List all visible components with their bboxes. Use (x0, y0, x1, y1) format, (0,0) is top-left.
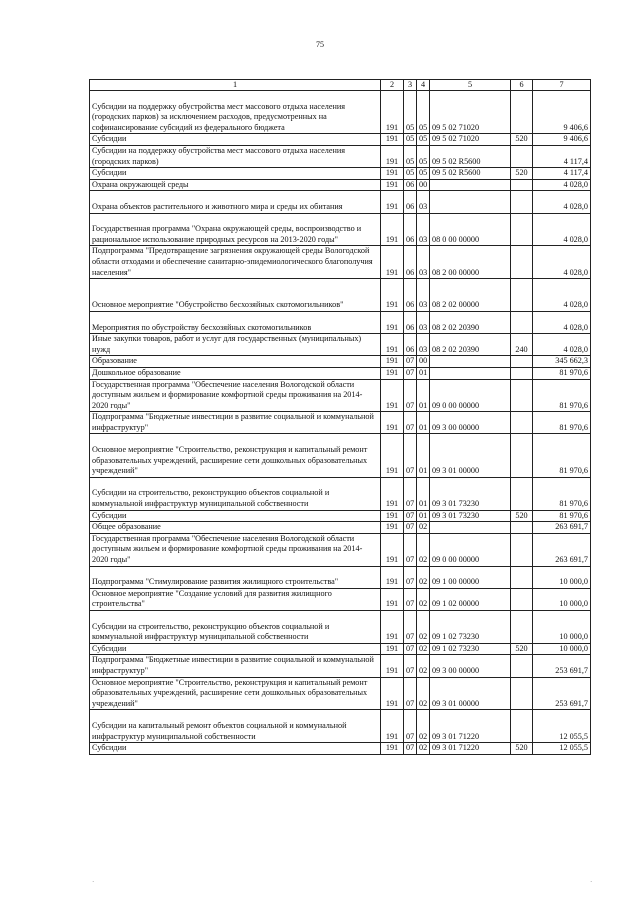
row-code-3-cell: 06 (404, 334, 417, 356)
table-row (90, 743, 591, 755)
row-target-code-cell: 08 2 00 00000 (430, 246, 511, 279)
row-code-2-cell: 191 (381, 710, 404, 743)
row-name-cell: Подпрограмма "Предотвращение загрязнения окружающей среды Вологодской области отходами и обеспечение санитарно-эпидемиологического благополучия населения" (90, 246, 381, 279)
row-code-2-cell: 191 (381, 434, 404, 477)
row-code-3-cell: 07 (404, 643, 417, 655)
row-code-2-cell: 191 (381, 522, 404, 534)
row-amount-cell: 10 000,0 (533, 643, 591, 655)
table-row (90, 168, 591, 180)
row-code-4-cell: 01 (417, 434, 430, 477)
row-code-3-cell: 06 (404, 246, 417, 279)
row-amount-cell: 81 970,6 (533, 412, 591, 434)
row-amount-cell: 4 028,0 (533, 311, 591, 333)
table-row (90, 510, 591, 522)
row-name-cell: Субсидии на строительство, реконструкцию объектов социальной и коммунальной инфраструктур муниципальной собственности (90, 611, 381, 644)
header-col-7: 7 (533, 80, 591, 91)
scan-mark-left: · (92, 878, 95, 886)
row-expense-type-cell (511, 677, 533, 710)
row-code-3-cell: 07 (404, 477, 417, 510)
row-target-code-cell: 09 0 00 00000 (430, 533, 511, 566)
row-expense-type-cell (511, 213, 533, 246)
row-target-code-cell: 09 3 01 00000 (430, 677, 511, 710)
row-name-cell: Государственная программа "Обеспечение населения Вологодской области доступным жильем и формирование комфортной среды проживания на 2014-2020 годы" (90, 533, 381, 566)
row-code-2-cell: 191 (381, 643, 404, 655)
row-name-cell: Основное мероприятие "Создание условий для развития жилищного строительства" (90, 588, 381, 610)
row-amount-cell: 345 662,3 (533, 356, 591, 368)
row-code-2-cell: 191 (381, 367, 404, 379)
row-amount-cell: 81 970,6 (533, 367, 591, 379)
row-code-4-cell: 03 (417, 246, 430, 279)
row-code-2-cell: 191 (381, 279, 404, 312)
row-amount-cell: 9 406,6 (533, 91, 591, 134)
row-code-4-cell: 00 (417, 179, 430, 191)
table-row (90, 710, 591, 743)
row-amount-cell: 81 970,6 (533, 510, 591, 522)
row-expense-type-cell (511, 179, 533, 191)
row-code-2-cell: 191 (381, 134, 404, 146)
row-code-3-cell: 07 (404, 677, 417, 710)
row-amount-cell: 4 028,0 (533, 191, 591, 213)
row-code-4-cell: 03 (417, 279, 430, 312)
row-expense-type-cell (511, 434, 533, 477)
row-code-3-cell: 07 (404, 379, 417, 412)
row-amount-cell: 253 691,7 (533, 677, 591, 710)
row-code-3-cell: 07 (404, 710, 417, 743)
row-amount-cell: 10 000,0 (533, 566, 591, 588)
table-row (90, 588, 591, 610)
row-code-2-cell: 191 (381, 379, 404, 412)
row-target-code-cell: 09 3 01 73230 (430, 510, 511, 522)
row-amount-cell: 263 691,7 (533, 533, 591, 566)
row-expense-type-cell (511, 412, 533, 434)
row-code-2-cell: 191 (381, 179, 404, 191)
row-code-4-cell: 01 (417, 510, 430, 522)
row-code-3-cell: 07 (404, 566, 417, 588)
row-amount-cell: 253 691,7 (533, 655, 591, 677)
row-amount-cell: 9 406,6 (533, 134, 591, 146)
row-code-3-cell: 05 (404, 91, 417, 134)
row-amount-cell: 4 028,0 (533, 279, 591, 312)
table-row (90, 533, 591, 566)
row-code-4-cell: 03 (417, 213, 430, 246)
row-code-4-cell: 05 (417, 91, 430, 134)
row-code-4-cell: 00 (417, 356, 430, 368)
row-name-cell: Основное мероприятие "Строительство, реконструкция и капитальный ремонт образовательных учреждений, расширение сети дошкольных образовательных учреждений" (90, 677, 381, 710)
table-row (90, 334, 591, 356)
table-row (90, 279, 591, 312)
row-name-cell: Субсидии на поддержку обустройства мест массового отдыха населения (городских парков) (90, 145, 381, 167)
row-expense-type-cell (511, 191, 533, 213)
row-code-4-cell: 01 (417, 379, 430, 412)
row-code-3-cell: 06 (404, 213, 417, 246)
table-row (90, 91, 591, 134)
table-row (90, 367, 591, 379)
row-amount-cell: 4 117,4 (533, 168, 591, 180)
row-target-code-cell: 09 3 01 71220 (430, 743, 511, 755)
row-code-4-cell: 02 (417, 743, 430, 755)
row-name-cell: Общее образование (90, 522, 381, 534)
table-row (90, 566, 591, 588)
table-body (90, 91, 591, 755)
row-code-2-cell: 191 (381, 510, 404, 522)
budget-table (89, 79, 591, 755)
row-code-2-cell: 191 (381, 91, 404, 134)
row-amount-cell: 4 117,4 (533, 145, 591, 167)
header-col-1: 1 (90, 80, 381, 91)
row-code-3-cell: 07 (404, 510, 417, 522)
row-code-3-cell: 06 (404, 191, 417, 213)
row-amount-cell: 81 970,6 (533, 434, 591, 477)
row-expense-type-cell: 520 (511, 168, 533, 180)
row-expense-type-cell (511, 367, 533, 379)
row-expense-type-cell (511, 710, 533, 743)
page-number: 75 (316, 40, 324, 49)
row-code-4-cell: 02 (417, 643, 430, 655)
row-code-3-cell: 07 (404, 743, 417, 755)
row-code-4-cell: 02 (417, 710, 430, 743)
row-name-cell: Субсидии (90, 168, 381, 180)
row-code-2-cell: 191 (381, 191, 404, 213)
row-code-3-cell: 07 (404, 611, 417, 644)
row-expense-type-cell (511, 533, 533, 566)
row-target-code-cell: 09 5 02 R5600 (430, 168, 511, 180)
row-code-4-cell: 01 (417, 477, 430, 510)
row-expense-type-cell (511, 91, 533, 134)
row-code-2-cell: 191 (381, 655, 404, 677)
row-name-cell: Субсидии на строительство, реконструкцию объектов социальной и коммунальной инфраструктур муниципальной собственности (90, 477, 381, 510)
row-code-3-cell: 07 (404, 367, 417, 379)
row-target-code-cell: 09 5 02 71020 (430, 91, 511, 134)
table-row (90, 379, 591, 412)
row-code-3-cell: 07 (404, 533, 417, 566)
row-name-cell: Мероприятия по обустройству бесхозяйных скотомогильников (90, 311, 381, 333)
table-header-row (90, 80, 591, 91)
row-amount-cell: 4 028,0 (533, 334, 591, 356)
row-code-2-cell: 191 (381, 677, 404, 710)
row-expense-type-cell (511, 145, 533, 167)
row-expense-type-cell (511, 522, 533, 534)
row-name-cell: Субсидии на поддержку обустройства мест массового отдыха населения (городских парков) за исключением расходов, предусмотренных на софинансирование субсидий из федерального бюджета (90, 91, 381, 134)
row-code-2-cell: 191 (381, 412, 404, 434)
row-amount-cell: 81 970,6 (533, 477, 591, 510)
row-amount-cell: 81 970,6 (533, 379, 591, 412)
row-code-2-cell: 191 (381, 311, 404, 333)
header-col-3: 3 (404, 80, 417, 91)
row-amount-cell: 4 028,0 (533, 246, 591, 279)
row-code-4-cell: 03 (417, 311, 430, 333)
table-row (90, 477, 591, 510)
table-row (90, 611, 591, 644)
row-name-cell: Подпрограмма "Стимулирование развития жилищного строительства" (90, 566, 381, 588)
row-amount-cell: 10 000,0 (533, 611, 591, 644)
row-code-2-cell: 191 (381, 588, 404, 610)
row-amount-cell: 10 000,0 (533, 588, 591, 610)
row-expense-type-cell: 240 (511, 334, 533, 356)
row-amount-cell: 12 055,5 (533, 710, 591, 743)
row-expense-type-cell (511, 477, 533, 510)
row-target-code-cell (430, 191, 511, 213)
header-col-4: 4 (417, 80, 430, 91)
row-target-code-cell (430, 179, 511, 191)
row-code-3-cell: 06 (404, 279, 417, 312)
row-name-cell: Субсидии (90, 643, 381, 655)
row-code-2-cell: 191 (381, 566, 404, 588)
row-code-3-cell: 07 (404, 522, 417, 534)
row-expense-type-cell (511, 655, 533, 677)
row-code-2-cell: 191 (381, 356, 404, 368)
table-row (90, 522, 591, 534)
row-target-code-cell: 08 2 02 00000 (430, 279, 511, 312)
row-code-4-cell: 02 (417, 533, 430, 566)
row-expense-type-cell: 520 (511, 510, 533, 522)
row-amount-cell: 12 055,5 (533, 743, 591, 755)
row-name-cell: Государственная программа "Обеспечение населения Вологодской области доступным жильем и формирование комфортной среды проживания на 2014-2020 годы" (90, 379, 381, 412)
row-name-cell: Субсидии (90, 134, 381, 146)
row-target-code-cell: 09 5 02 R5600 (430, 145, 511, 167)
row-code-2-cell: 191 (381, 246, 404, 279)
row-code-2-cell: 191 (381, 477, 404, 510)
row-code-2-cell: 191 (381, 533, 404, 566)
row-target-code-cell: 09 3 00 00000 (430, 655, 511, 677)
row-target-code-cell: 08 0 00 00000 (430, 213, 511, 246)
row-target-code-cell: 09 0 00 00000 (430, 379, 511, 412)
row-expense-type-cell (511, 566, 533, 588)
row-expense-type-cell (511, 279, 533, 312)
header-col-6: 6 (511, 80, 533, 91)
row-code-4-cell: 02 (417, 566, 430, 588)
row-code-2-cell: 191 (381, 611, 404, 644)
row-code-2-cell: 191 (381, 743, 404, 755)
row-code-4-cell: 02 (417, 677, 430, 710)
row-target-code-cell: 09 5 02 71020 (430, 134, 511, 146)
row-code-3-cell: 07 (404, 434, 417, 477)
table-row (90, 134, 591, 146)
row-code-2-cell: 191 (381, 145, 404, 167)
row-name-cell: Государственная программа "Охрана окружающей среды, воспроизводство и рациональное использование природных ресурсов на 2013-2020 годы" (90, 213, 381, 246)
row-name-cell: Дошкольное образование (90, 367, 381, 379)
row-code-4-cell: 02 (417, 522, 430, 534)
table-row (90, 246, 591, 279)
row-target-code-cell: 09 3 01 00000 (430, 434, 511, 477)
row-code-3-cell: 05 (404, 134, 417, 146)
row-target-code-cell: 09 1 00 00000 (430, 566, 511, 588)
row-code-4-cell: 03 (417, 191, 430, 213)
row-code-3-cell: 07 (404, 412, 417, 434)
table-row (90, 356, 591, 368)
row-amount-cell: 263 691,7 (533, 522, 591, 534)
table-row (90, 655, 591, 677)
row-code-3-cell: 07 (404, 588, 417, 610)
row-expense-type-cell (511, 611, 533, 644)
row-name-cell: Иные закупки товаров, работ и услуг для государственных (муниципальных) нужд (90, 334, 381, 356)
row-code-4-cell: 05 (417, 145, 430, 167)
table-row (90, 145, 591, 167)
row-name-cell: Субсидии (90, 510, 381, 522)
table-row (90, 213, 591, 246)
row-code-2-cell: 191 (381, 334, 404, 356)
row-target-code-cell (430, 367, 511, 379)
row-name-cell: Подпрограмма "Бюджетные инвестиции в развитие социальной и коммунальной инфраструктур" (90, 655, 381, 677)
row-code-4-cell: 02 (417, 588, 430, 610)
row-name-cell: Подпрограмма "Бюджетные инвестиции в развитие социальной и коммунальной инфраструктур" (90, 412, 381, 434)
row-expense-type-cell: 520 (511, 743, 533, 755)
row-code-2-cell: 191 (381, 168, 404, 180)
row-name-cell: Образование (90, 356, 381, 368)
row-target-code-cell: 09 3 00 00000 (430, 412, 511, 434)
row-code-3-cell: 07 (404, 356, 417, 368)
row-code-4-cell: 02 (417, 655, 430, 677)
row-code-3-cell: 05 (404, 168, 417, 180)
scan-mark-right: · (590, 878, 593, 886)
table-row (90, 643, 591, 655)
row-target-code-cell: 09 1 02 73230 (430, 611, 511, 644)
row-name-cell: Основное мероприятие "Обустройство бесхозяйных скотомогильников" (90, 279, 381, 312)
row-target-code-cell: 08 2 02 20390 (430, 311, 511, 333)
row-target-code-cell: 09 3 01 71220 (430, 710, 511, 743)
row-expense-type-cell: 520 (511, 643, 533, 655)
row-code-3-cell: 06 (404, 179, 417, 191)
row-expense-type-cell (511, 246, 533, 279)
row-code-4-cell: 02 (417, 611, 430, 644)
row-name-cell: Субсидии (90, 743, 381, 755)
row-code-4-cell: 03 (417, 334, 430, 356)
table-row (90, 412, 591, 434)
table-row (90, 677, 591, 710)
row-expense-type-cell (511, 311, 533, 333)
table-row (90, 434, 591, 477)
row-expense-type-cell (511, 588, 533, 610)
row-target-code-cell (430, 356, 511, 368)
row-code-2-cell: 191 (381, 213, 404, 246)
row-code-4-cell: 05 (417, 134, 430, 146)
row-name-cell: Охрана окружающей среды (90, 179, 381, 191)
row-code-3-cell: 05 (404, 145, 417, 167)
row-code-4-cell: 05 (417, 168, 430, 180)
table-row (90, 179, 591, 191)
row-target-code-cell (430, 522, 511, 534)
header-col-5: 5 (430, 80, 511, 91)
row-code-4-cell: 01 (417, 412, 430, 434)
row-expense-type-cell (511, 356, 533, 368)
row-expense-type-cell (511, 379, 533, 412)
row-code-3-cell: 06 (404, 311, 417, 333)
row-name-cell: Основное мероприятие "Строительство, реконструкция и капитальный ремонт образовательных учреждений, расширение сети дошкольных образовательных учреждений" (90, 434, 381, 477)
header-col-2: 2 (381, 80, 404, 91)
row-code-4-cell: 01 (417, 367, 430, 379)
row-target-code-cell: 09 1 02 73230 (430, 643, 511, 655)
row-amount-cell: 4 028,0 (533, 179, 591, 191)
row-target-code-cell: 09 1 02 00000 (430, 588, 511, 610)
table-row (90, 191, 591, 213)
table-row (90, 311, 591, 333)
row-name-cell: Субсидии на капитальный ремонт объектов социальной и коммунальной инфраструктур муниципальной собственности (90, 710, 381, 743)
row-code-3-cell: 07 (404, 655, 417, 677)
row-amount-cell: 4 028,0 (533, 213, 591, 246)
row-target-code-cell: 08 2 02 20390 (430, 334, 511, 356)
row-expense-type-cell: 520 (511, 134, 533, 146)
row-target-code-cell: 09 3 01 73230 (430, 477, 511, 510)
row-name-cell: Охрана объектов растительного и животного мира и среды их обитания (90, 191, 381, 213)
